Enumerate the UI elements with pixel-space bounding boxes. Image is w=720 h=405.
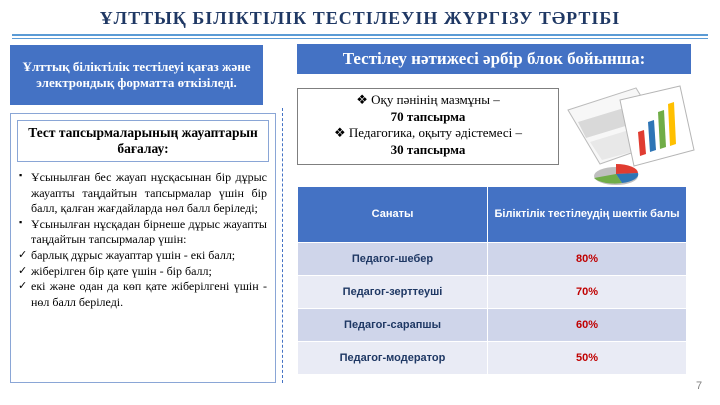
table-row: [298, 276, 687, 309]
table-row: [298, 243, 687, 276]
category-cell: Педагог-сарапшы: [298, 309, 488, 342]
table-row: [298, 309, 687, 342]
score-cell: 60%: [488, 309, 687, 342]
threshold-table: [297, 186, 687, 375]
format-banner: Ұлттық біліктілік тестілеуі қағаз және электрондық форматта өткізіледі.: [10, 45, 263, 105]
checkmark-icon: ✓: [18, 264, 28, 277]
blocks-box: [297, 88, 559, 165]
block-2-count: 30 тапсырма: [390, 141, 466, 157]
table-row: [298, 342, 687, 375]
diamond-bullet-icon: ❖: [356, 92, 368, 107]
evaluation-list: [19, 170, 267, 310]
block-1-count: 70 тапсырма: [390, 108, 466, 124]
score-cell: 70%: [488, 276, 687, 309]
charts-illustration-icon: [562, 80, 697, 188]
list-item: ▪ Ұсынылған нұсқадан бірнеше дұрыс жауапты таңдайтын тапсырмалар үшін:: [19, 216, 267, 247]
square-bullet-icon: ▪: [19, 216, 23, 227]
block-2-label: Педагогика, оқыту әдістемесі –: [348, 125, 522, 141]
block-1-label: Оқу пәнінің мазмұны –: [371, 92, 500, 107]
results-banner: Тестілеу нәтижесі әрбір блок бойынша:: [297, 44, 691, 74]
category-cell: Педагог-зерттеуші: [298, 276, 488, 309]
column-header-threshold: Біліктілік тестілеудің шектік балы: [488, 187, 687, 243]
slide-title: ҰЛТТЫҚ БІЛІКТІЛІК ТЕСТІЛЕУІН ЖҮРГІЗУ ТӘРТІБІ: [99, 8, 621, 28]
list-item: ✓ барлық дұрыс жауаптар үшін - екі балл;: [18, 247, 236, 262]
score-cell: 50%: [488, 342, 687, 375]
checkmark-icon: ✓: [18, 280, 28, 293]
dashed-divider: [282, 108, 283, 383]
category-cell: Педагог-шебер: [298, 243, 488, 276]
list-item: ▪ Ұсынылған бес жауап нұсқасынан бір дұрыс жауапты таңдайтын тапсырмалар үшін бір балл, қалған жағдайларда нөл балл беріледі;: [19, 170, 267, 216]
diamond-bullet-icon: ❖: [334, 125, 346, 141]
page-number: 7: [696, 380, 703, 392]
list-item: ✓ жіберілген бір қате үшін - бір балл;: [18, 263, 212, 278]
title-divider: [12, 34, 708, 36]
evaluation-heading: Тест тапсырмаларының жауаптарын бағалау:: [17, 120, 269, 162]
square-bullet-icon: ▪: [19, 170, 23, 180]
list-item: ✓ екі және одан да көп қате жіберілгені үшін - нөл балл беріледі.: [18, 279, 267, 309]
evaluation-panel: [10, 113, 276, 383]
score-cell: 80%: [488, 243, 687, 276]
column-header-category: Санаты: [298, 187, 488, 243]
title-divider-thin: [12, 38, 708, 39]
category-cell: Педагог-модератор: [298, 342, 488, 375]
checkmark-icon: ✓: [18, 248, 28, 261]
